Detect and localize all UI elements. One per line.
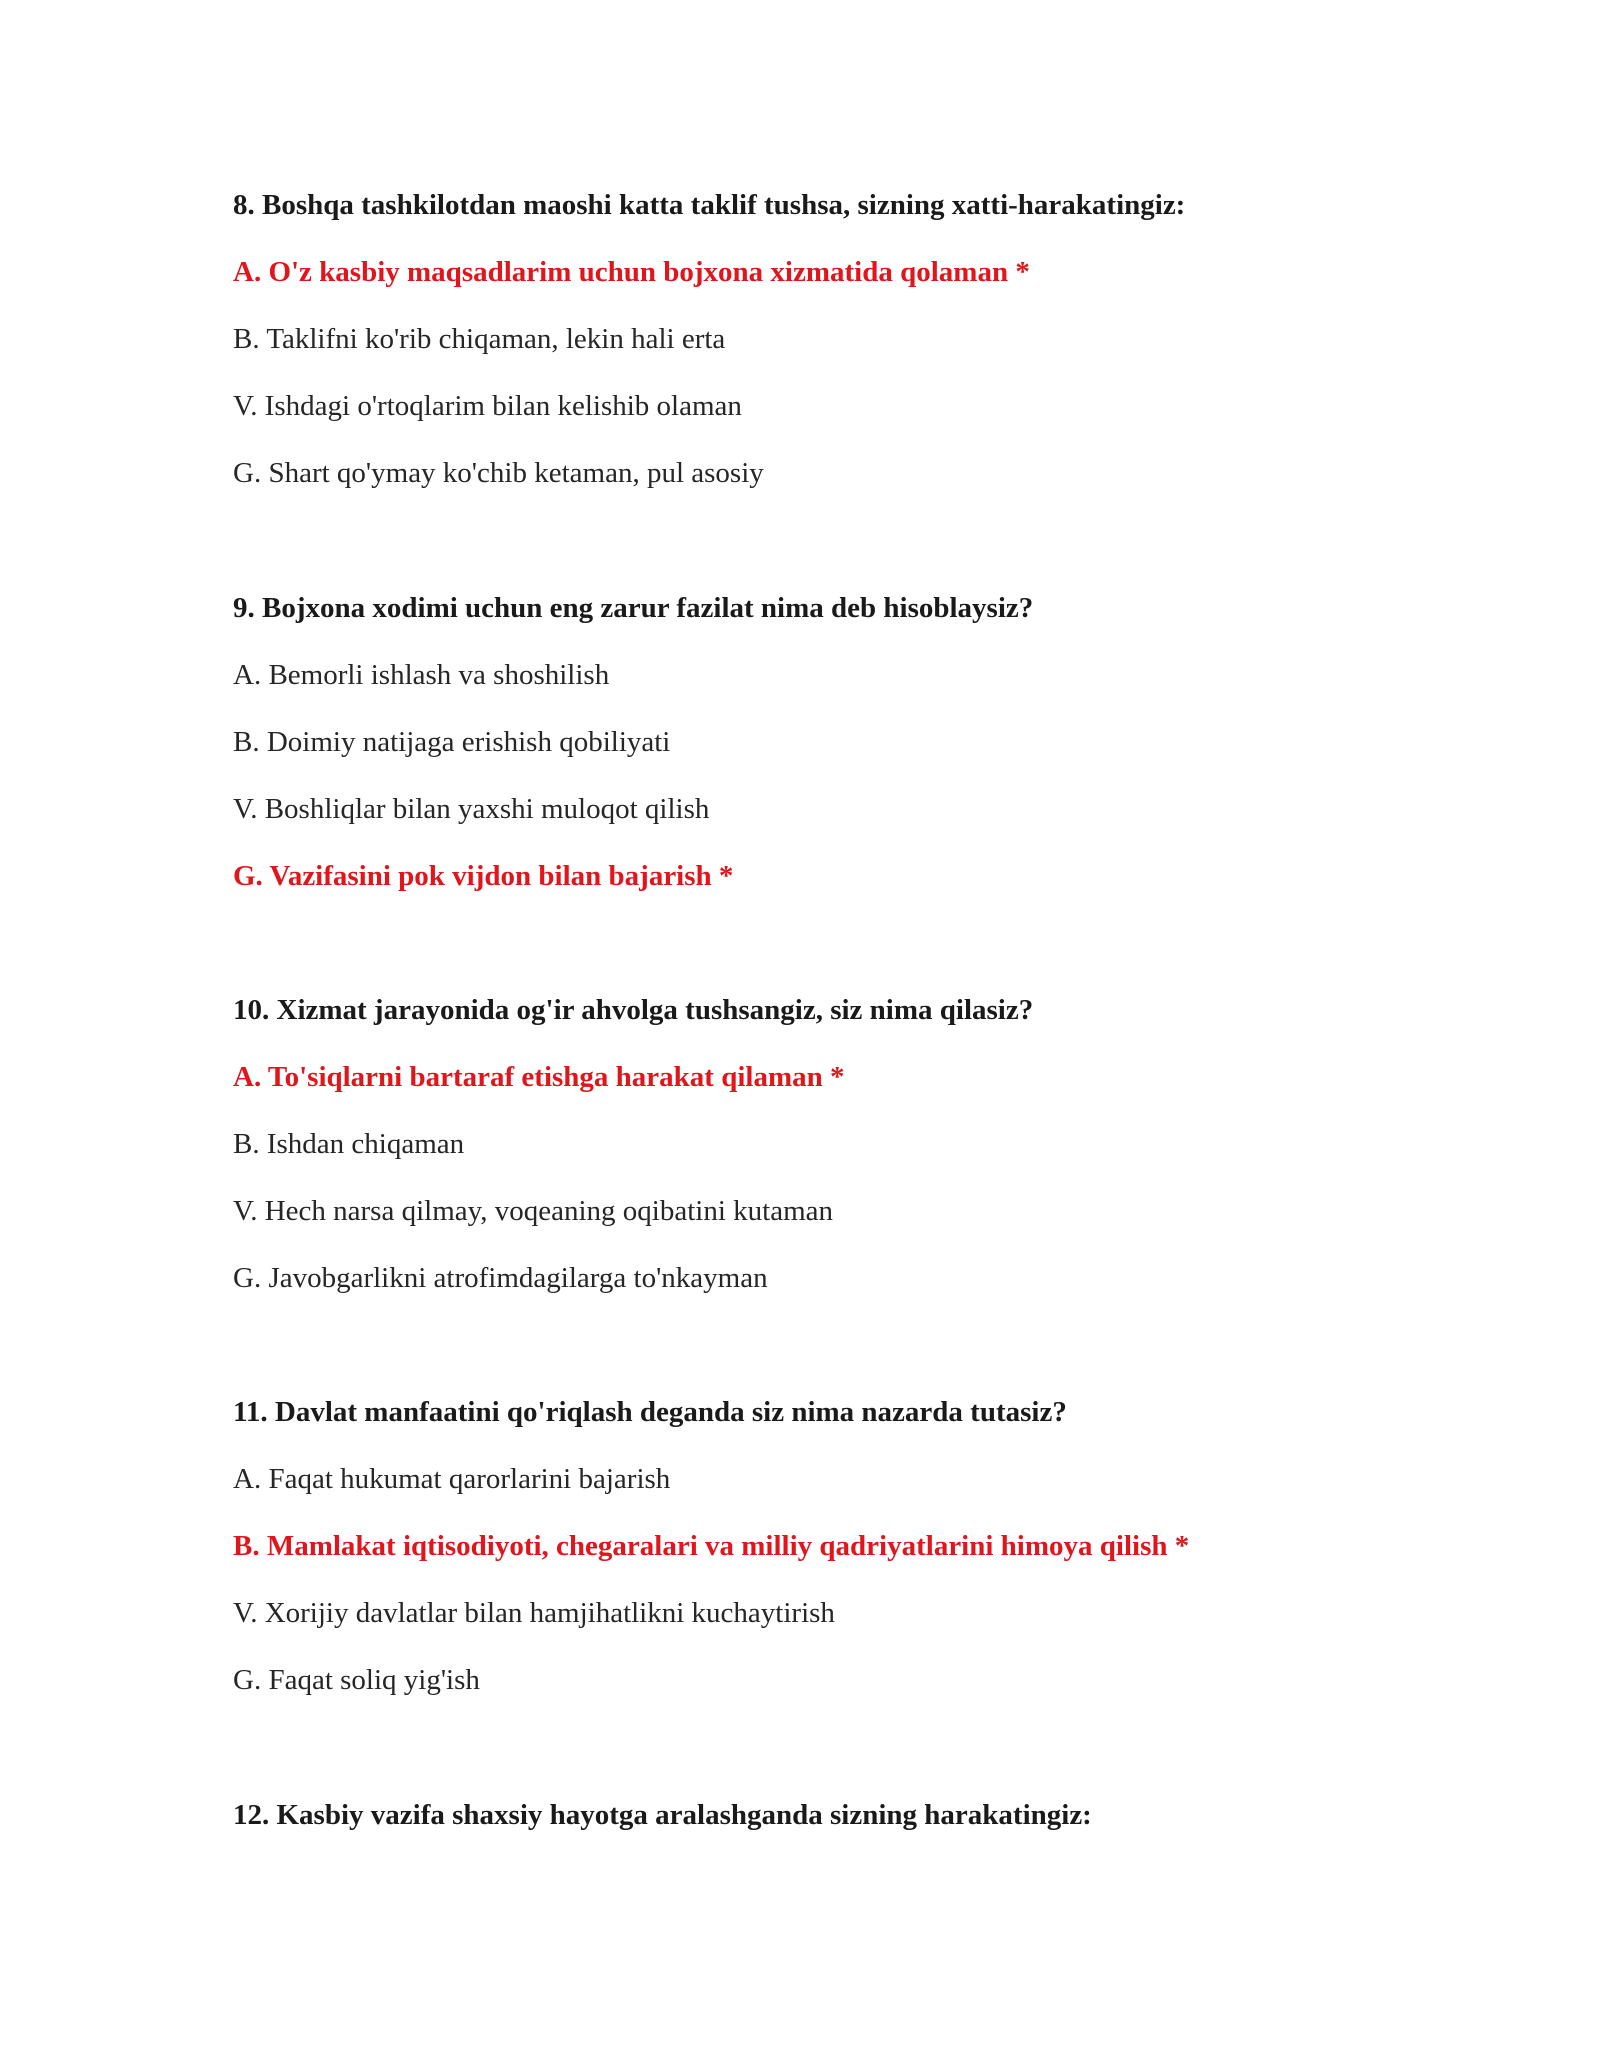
question-11-option-g: G. Faqat soliq yig'ish [233, 1664, 480, 1696]
question-8-option-g: G. Shart qo'ymay ko'chib ketaman, pul asosiy [233, 457, 764, 489]
question-9-option-a: A. Bemorli ishlash va shoshilish [233, 659, 610, 691]
question-10-option-b: B. Ishdan chiqaman [233, 1128, 465, 1160]
question-9-option-b: B. Doimiy natijaga erishish qobiliyati [233, 726, 671, 758]
question-11-option-b: B. Mamlakat iqtisodiyoti, chegaralari va milliy qadriyatlarini himoya qilish * [233, 1530, 1190, 1562]
question-10-option-g: G. Javobgarlikni atrofimdagilarga to'nkayman [233, 1262, 768, 1294]
question-9-option-g: G. Vazifasini pok vijdon bilan bajarish * [233, 860, 734, 892]
question-9-option-v: V. Boshliqlar bilan yaxshi muloqot qilish [233, 793, 710, 825]
question-11 [233, 1392, 1533, 1700]
question-10-option-a: A. To'siqlarni bartaraf etishga harakat qilaman * [233, 1061, 845, 1093]
question-10 [233, 990, 1533, 1298]
question-12 [233, 1795, 1533, 1835]
question-10-text: 10. Xizmat jarayonida og'ir ahvolga tushsangiz, siz nima qilasiz? [233, 994, 1034, 1026]
question-9-text: 9. Bojxona xodimi uchun eng zarur fazilat nima deb hisoblaysiz? [233, 592, 1034, 624]
question-11-text: 11. Davlat manfaatini qo'riqlash deganda siz nima nazarda tutasiz? [233, 1396, 1067, 1428]
question-8-option-b: B. Taklifni ko'rib chiqaman, lekin hali erta [233, 323, 726, 355]
question-12-text: 12. Kasbiy vazifa shaxsiy hayotga aralashganda sizning harakatingiz: [233, 1799, 1092, 1831]
question-8-option-v: V. Ishdagi o'rtoqlarim bilan kelishib olaman [233, 390, 742, 422]
question-8 [233, 185, 1533, 493]
question-9 [233, 588, 1533, 896]
question-11-option-v: V. Xorijiy davlatlar bilan hamjihatlikni kuchaytirish [233, 1597, 835, 1629]
question-8-text: 8. Boshqa tashkilotdan maoshi katta taklif tushsa, sizning xatti-harakatingiz: [233, 189, 1186, 221]
question-11-option-a: A. Faqat hukumat qarorlarini bajarish [233, 1463, 671, 1495]
question-8-option-a: A. O'z kasbiy maqsadlarim uchun bojxona xizmatida qolaman * [233, 256, 1030, 288]
question-10-option-v: V. Hech narsa qilmay, voqeaning oqibatini kutaman [233, 1195, 833, 1227]
